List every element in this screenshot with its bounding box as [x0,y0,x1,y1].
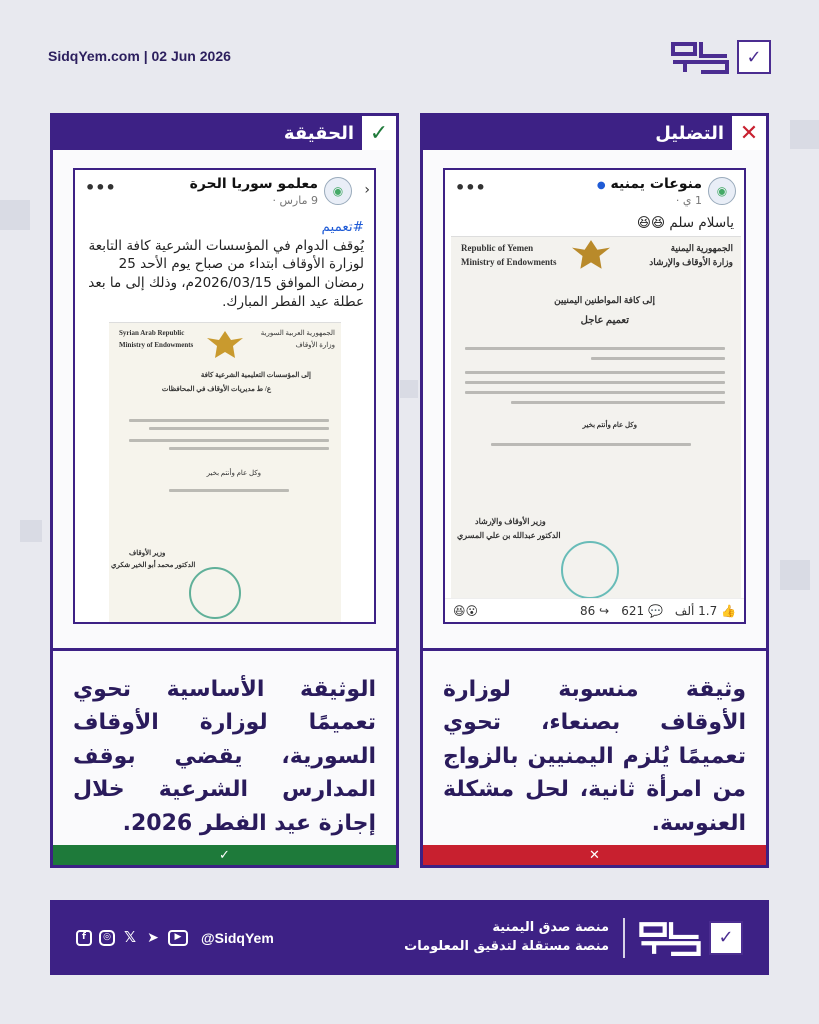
doc-en-ministry: Ministry of Endowments [119,341,194,349]
post-meta: 1 ي · [675,193,702,207]
post-author[interactable]: منوعات يمنيه ● [596,175,702,192]
eagle-emblem-icon [569,237,613,273]
post-header [75,170,374,212]
doc-ar-state: الجمهورية العربية السورية [260,329,335,337]
footer [50,900,769,975]
check-icon: ✓ [362,116,396,150]
bg-decoration [20,520,42,542]
brand-logo [671,40,771,74]
cross-icon: ✕ [732,116,766,150]
post-header [445,170,744,212]
bg-decoration [400,380,418,398]
document-image [451,236,741,602]
sidq-logo-icon [639,920,701,956]
stamp-seal [189,567,241,619]
post-hashtag[interactable]: #تعميم [321,219,364,235]
truth-post [73,168,376,624]
instagram-icon[interactable]: ◎ [99,930,115,946]
truth-description: الوثيقة الأساسية تحوي تعميمًا لوزارة الأوقاف السورية، يقضي بوقف المدارس الشرعية خلال إجازة عيد الفطر 2026. [53,648,396,845]
x-icon[interactable]: 𝕏 [123,928,137,946]
telegram-icon[interactable]: ➤ [147,929,159,946]
sidq-logo-icon [671,40,729,74]
reactions-bar [445,598,744,622]
doc-closing: وكل عام وأنتم بخير [582,421,637,429]
truth-panel [50,113,399,868]
shares-count[interactable]: ↪ 86 [580,603,610,618]
facebook-icon[interactable]: f [76,930,92,946]
truth-footer-bar [53,845,396,865]
misleading-description: وثيقة منسوبة لوزارة الأوقاف بصنعاء، تحوي تعميمًا يُلزم اليمنيين بالزواج من امرأة ثانية، لحل مشكلة العنوسة. [423,648,766,845]
post-body: ياسلام سلم 😆😆 [636,215,734,231]
youtube-icon[interactable]: ▶ [168,930,188,946]
footer-logo [639,920,743,956]
doc-signer-title: وزير الأوقاف والإرشاد [475,517,546,526]
social-handle[interactable]: @SidqYem [201,929,274,946]
avatar[interactable]: ◉ [708,177,736,205]
share-icon: ↪ [599,603,610,618]
comments-count[interactable]: 💬 621 [621,603,663,618]
cross-icon: ✕ [589,847,600,863]
post-meta: 9 مارس · [272,193,318,207]
social-links [76,930,274,946]
footer-text [404,919,609,957]
doc-ar-ministry: وزارة الأوقاف والإرشاد [649,257,733,267]
check-icon: ✓ [219,847,230,863]
avatar[interactable]: ◉ [324,177,352,205]
truth-panel-header [53,116,396,150]
chevron-left-icon[interactable]: ‹ [364,182,370,198]
reaction-emojis[interactable]: 😆😮 [453,603,479,618]
check-icon: ✓ [709,921,743,955]
likes-count[interactable]: 👍 1.7 ألف [674,603,736,618]
doc-signer-name: الدكتور عبدالله بن علي المسري [457,531,561,540]
post-author[interactable]: معلمو سوريا الحرة [189,175,318,192]
bg-decoration [780,560,810,590]
doc-closing: وكل عام وأنتم بخير [206,469,261,477]
stamp-seal [561,541,619,599]
doc-ar-ministry: وزارة الأوقاف [295,341,335,349]
doc-ar-state: الجمهورية اليمنية [670,243,733,253]
doc-signer-title: وزير الأوقاف [129,549,166,557]
misleading-panel [420,113,769,868]
footer-tagline: منصة مستقلة لتدقيق المعلومات [404,938,609,954]
doc-en-state: Republic of Yemen [461,243,534,253]
post-text [75,212,374,317]
footer-name: منصة صدق اليمنية [492,919,609,935]
document-image [109,322,341,624]
more-options-icon[interactable]: ••• [85,178,116,197]
truth-title: الحقيقة [283,122,354,144]
footer-brand [404,918,743,958]
thumbs-up-icon: 👍 [721,603,736,618]
doc-en-state: Syrian Arab Republic [119,329,185,337]
misleading-footer-bar [423,845,766,865]
more-options-icon[interactable]: ••• [455,178,486,197]
doc-subheading: ع/ ط مديريات الأوقاف في المحافظات [161,385,271,393]
check-icon: ✓ [737,40,771,74]
doc-subject: تعميم عاجل [580,315,629,326]
doc-en-ministry: Ministry of Endowments [461,257,557,267]
divider [623,918,625,958]
eagle-emblem-icon [203,327,247,363]
site-date: SidqYem.com | 02 Jun 2026 [48,48,231,64]
post-body: يُوقف الدوام في المؤسسات الشرعية كافة التابعة لوزارة الأوقاف ابتداء من صباح يوم الأحد 25 رمضان الموافق 2026/03/15م، وذلك إلى ما بعد عطلة عيد الفطر المبارك. [88,237,364,310]
misleading-panel-header [423,116,766,150]
doc-recipient: إلى كافة المواطنين اليمنيين [554,295,655,305]
misleading-title: التضليل [655,122,724,144]
doc-recipient: إلى المؤسسات التعليمية الشرعية كافة [200,371,311,379]
comment-icon: 💬 [647,603,663,618]
bg-decoration [0,200,30,230]
verified-dot-icon: ● [596,179,606,191]
bg-decoration [790,120,819,149]
doc-signer-name: الدكتور محمد أبو الخير شكري [111,561,196,569]
misleading-post [443,168,746,624]
